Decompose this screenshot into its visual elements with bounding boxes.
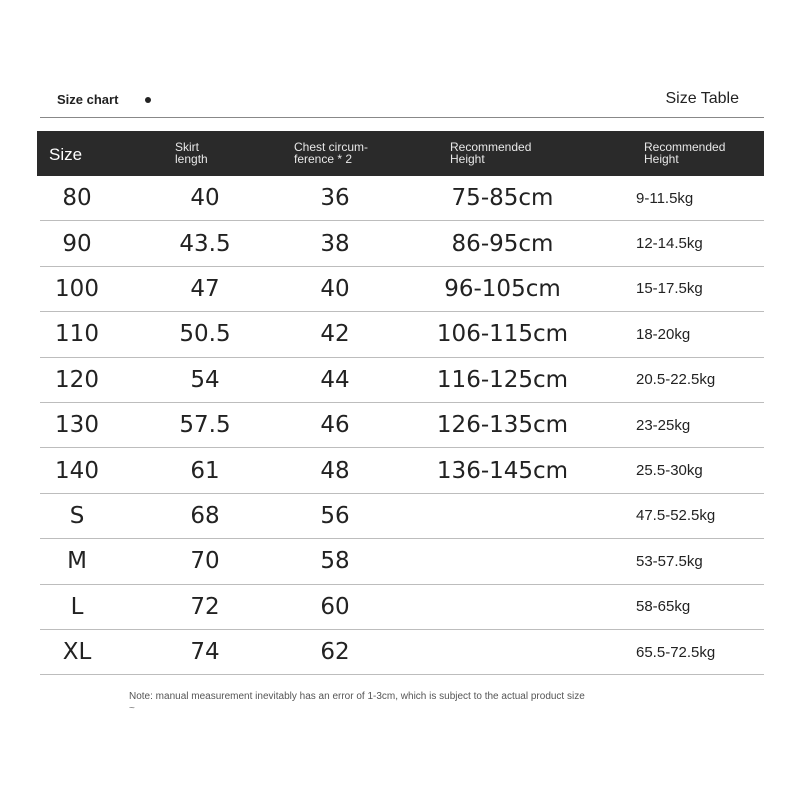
header-height-line1: Recommended [450,140,532,154]
cell-weight: 65.5-72.5kg [636,643,716,661]
cell-size: 110 [55,321,99,348]
cell-weight: 58-65kg [636,598,691,616]
cell-height [420,539,585,583]
cell-size: 90 [62,230,92,257]
table-row [40,176,764,221]
header-weight [644,141,725,165]
cell-size: S [69,502,85,529]
table-row [40,267,764,312]
title-divider [40,117,764,118]
header-skirt-line1: Skirt [175,140,199,154]
cell-skirt-length: 43.5 [179,230,231,257]
cell-size: 100 [55,275,99,302]
cell-size: 130 [55,412,99,439]
table-row [40,221,764,266]
table-row [40,494,764,539]
cell-weight: 53-57.5kg [636,552,703,570]
header-chest-line1: Chest circum- [294,140,369,154]
header-height-line2: Height [450,152,485,166]
cell-chest: 62 [320,639,350,666]
cell-skirt-length: 68 [190,502,220,529]
header-chest-line2: ference * 2 [294,152,353,166]
table-row [40,448,764,493]
cell-chest: 48 [320,457,350,484]
cell-height: 96-105cm [444,275,561,302]
cell-skirt-length: 61 [190,457,220,484]
cell-height: 86-95cm [451,230,554,257]
cell-size: 120 [55,366,99,393]
cell-height: 75-85cm [451,185,554,212]
table-row [40,312,764,357]
cell-skirt-length: 72 [190,593,220,620]
chart-title: Size chart [57,92,119,107]
header-size: Size [49,145,83,164]
cell-weight: 23-25kg [636,416,691,434]
table-row [40,358,764,403]
cell-size: M [67,548,87,575]
cell-weight: 18-20kg [636,325,691,343]
cell-chest: 46 [320,412,350,439]
cell-skirt-length: 54 [190,366,220,393]
cell-chest: 44 [320,366,350,393]
cell-skirt-length: 57.5 [179,412,231,439]
cell-weight: 9-11.5kg [636,189,694,207]
cell-skirt-length: 74 [190,639,220,666]
cell-chest: 56 [320,502,350,529]
cell-skirt-length: 47 [190,275,220,302]
cell-weight: 25.5-30kg [636,462,703,480]
cell-height [420,585,585,629]
cell-height [420,630,585,674]
table-row [40,539,764,584]
header-skirt-length [175,141,208,165]
cell-size: 80 [62,185,92,212]
cell-chest: 38 [320,230,350,257]
cell-skirt-length: 70 [190,548,220,575]
cell-chest: 40 [320,275,350,302]
cell-weight: 15-17.5kg [636,280,703,298]
bullet-dot-icon [145,97,151,103]
note-tail: ~ [129,703,135,714]
cell-weight: 47.5-52.5kg [636,507,716,525]
table-row [40,403,764,448]
cell-size: L [70,593,84,620]
cell-weight: 20.5-22.5kg [636,371,716,389]
cell-height: 136-145cm [436,457,569,484]
cell-height: 116-125cm [436,366,569,393]
cell-skirt-length: 40 [190,185,220,212]
cell-size: XL [62,639,92,666]
cell-chest: 42 [320,321,350,348]
header-height [450,141,531,165]
header-skirt-line2: length [175,152,208,166]
header-chest [294,141,368,165]
measurement-note: Note: manual measurement inevitably has an error of 1-3cm, which is subject to the actual product size [129,691,585,702]
cell-chest: 58 [320,548,350,575]
table-row [40,630,764,675]
cell-chest: 36 [320,185,350,212]
table-label: Size Table [665,90,739,107]
cell-skirt-length: 50.5 [179,321,231,348]
header-weight-line2: Height [644,152,679,166]
table-header [37,131,764,176]
table-body [40,176,764,675]
cell-chest: 60 [320,593,350,620]
cell-height: 126-135cm [436,412,569,439]
cell-height: 106-115cm [436,321,569,348]
table-row [40,585,764,630]
cell-size: 140 [55,457,99,484]
cell-weight: 12-14.5kg [636,235,703,253]
cell-height [420,494,585,538]
header-weight-line1: Recommended [644,140,726,154]
